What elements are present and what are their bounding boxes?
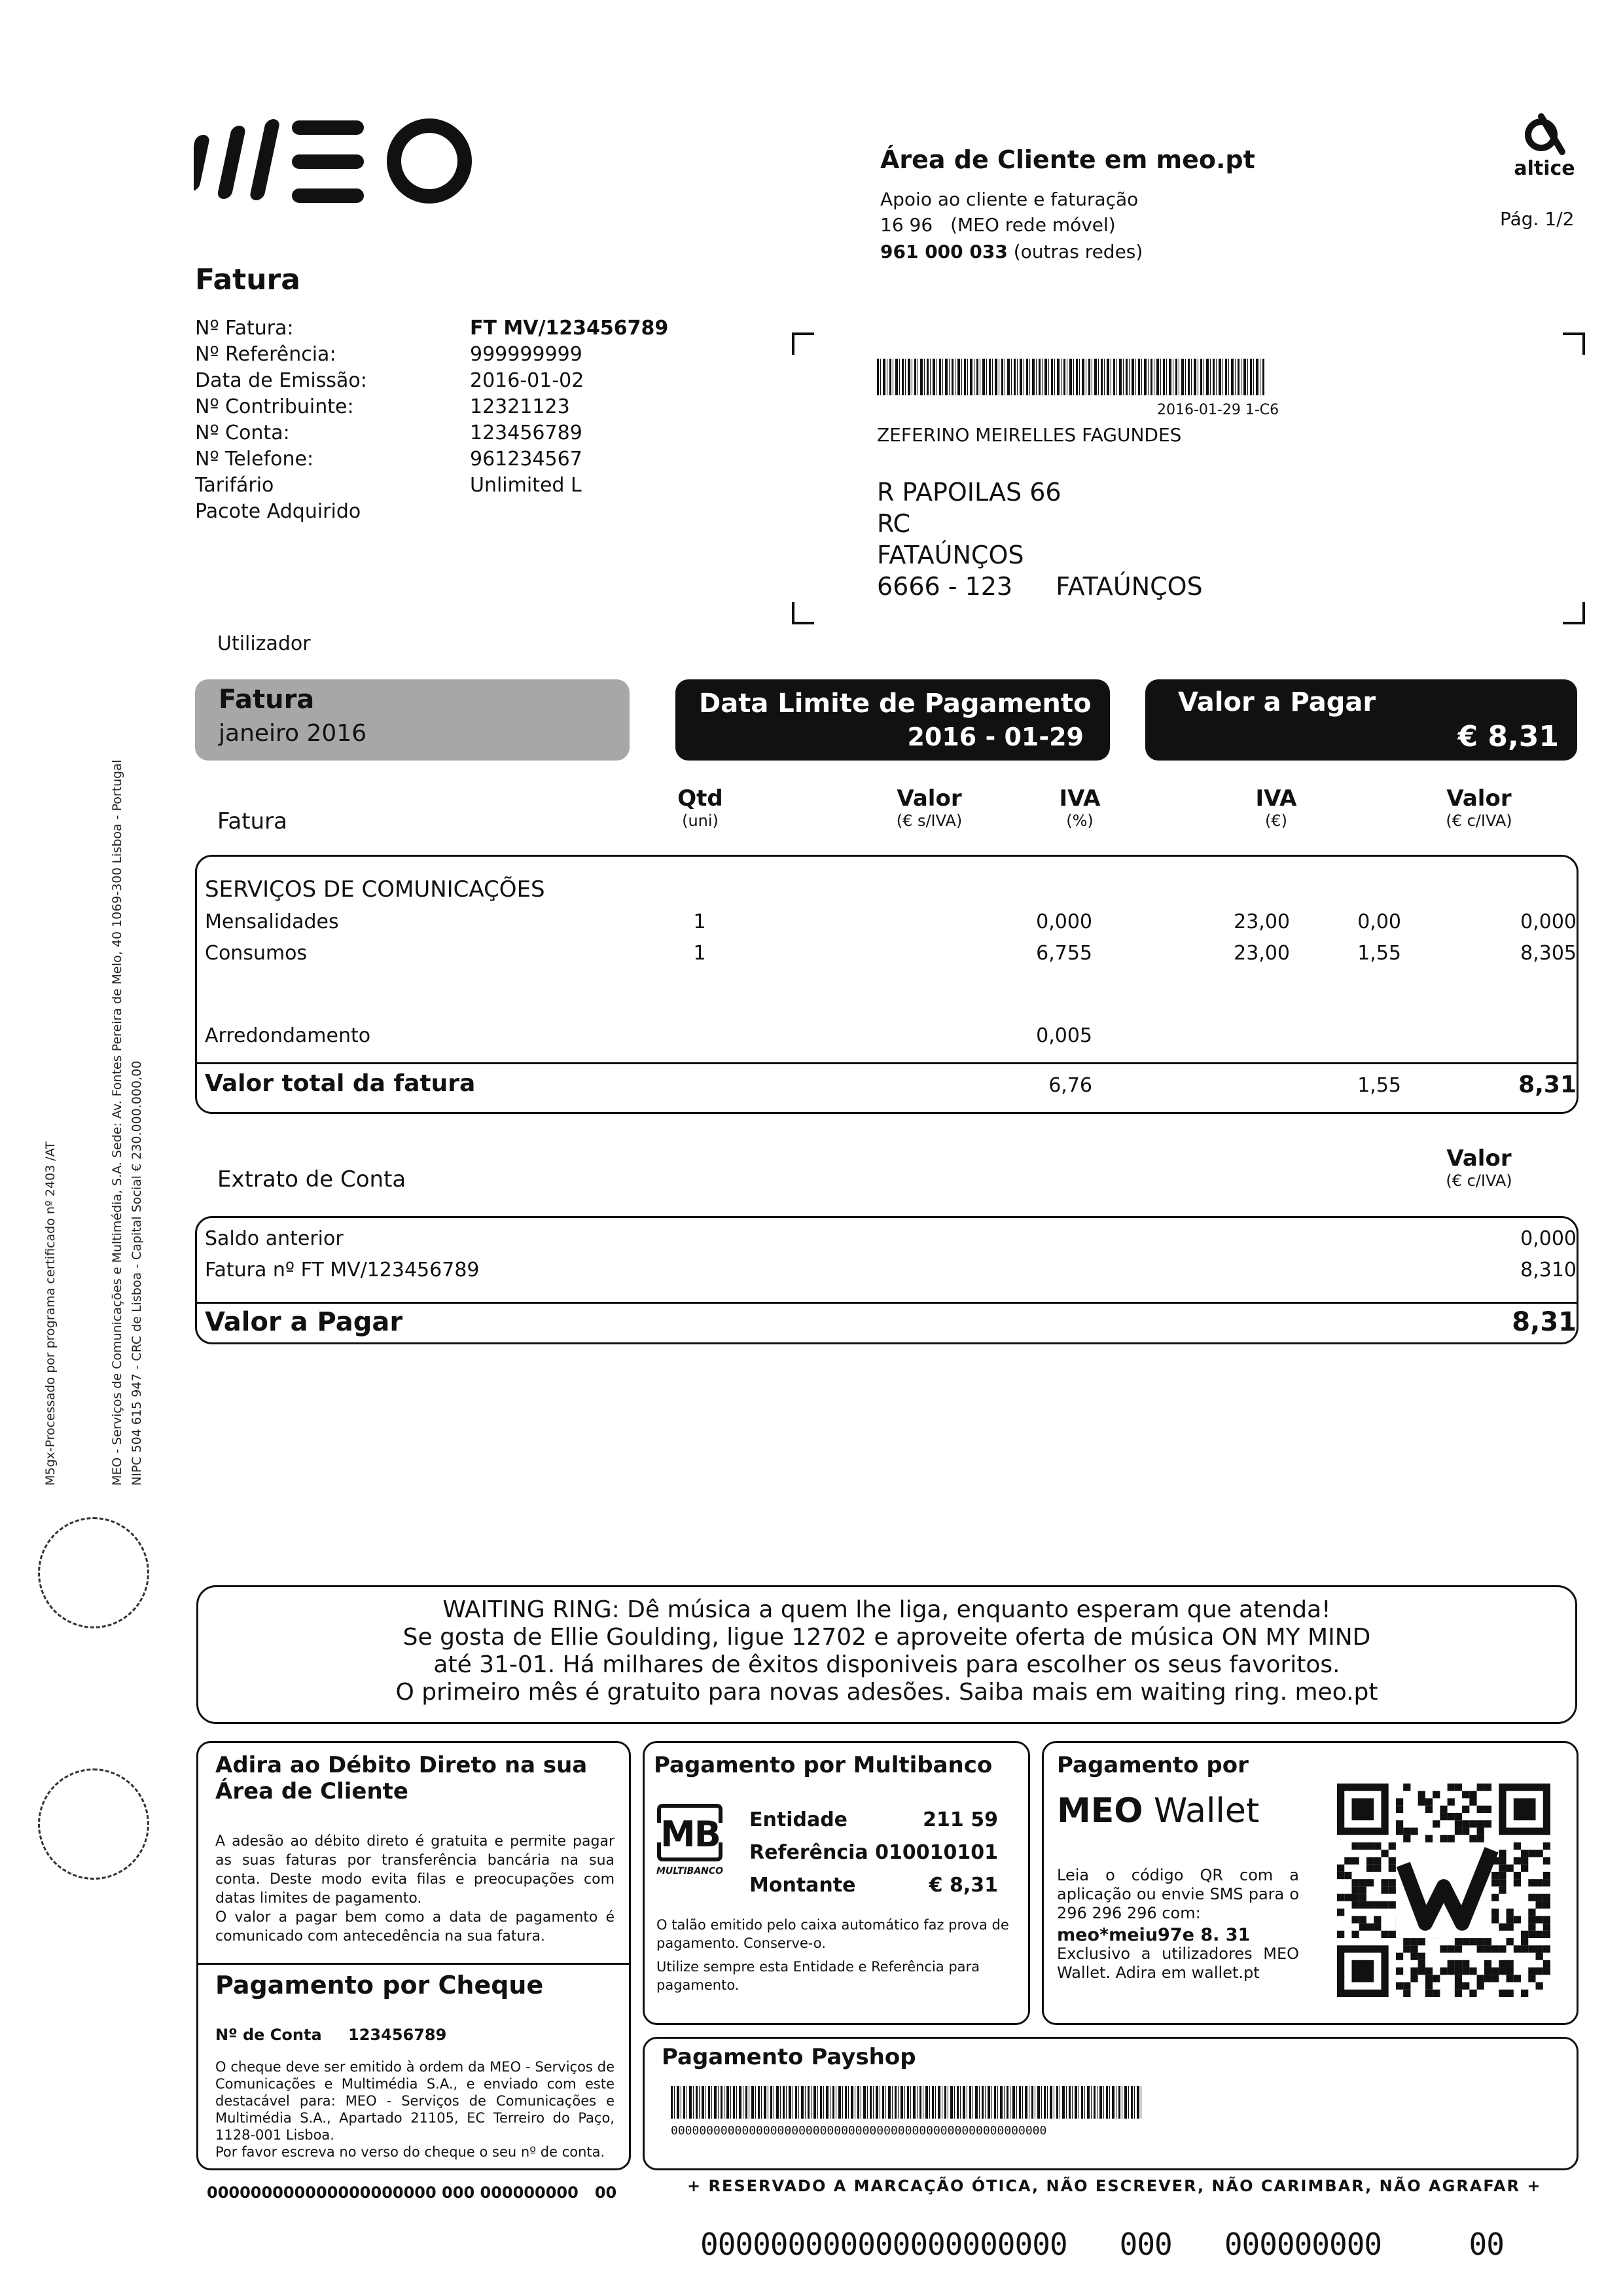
- wallet-text2: Exclusivo a utilizadores MEO Wallet. Adira em wallet.pt: [1057, 1945, 1299, 1982]
- col-qtd-title: Qtd: [677, 785, 723, 812]
- rounding-label: Arredondamento: [205, 1024, 371, 1047]
- promo-line4: O primeiro mês é gratuito para novas adesões. Saiba mais em waiting ring. meo.pt: [395, 1679, 1378, 1706]
- address-city: FATAÚNÇOS: [1056, 572, 1203, 601]
- punch-hole-top: [38, 1517, 149, 1628]
- statement-total-label: Valor a Pagar: [205, 1307, 403, 1337]
- table-section-label: Fatura: [217, 808, 287, 834]
- phone-other-note: (outras redes): [1013, 241, 1143, 262]
- period-label: Fatura: [219, 685, 315, 715]
- invoice-info-row: [195, 315, 719, 342]
- payshop-title: Pagamento Payshop: [662, 2044, 916, 2070]
- user-label: Utilizador: [217, 632, 311, 655]
- qr-icon: [1337, 1784, 1550, 1997]
- multibanco-title: Pagamento por Multibanco: [654, 1752, 993, 1778]
- invoice-info-label: Data de Emissão:: [195, 369, 367, 392]
- cheque-account-value: 123456789: [348, 2026, 447, 2044]
- altice-text: altice: [1514, 157, 1575, 180]
- invoice-table: [195, 855, 1578, 1114]
- col-valor-sub: (€ s/IVA): [896, 812, 963, 830]
- multibanco-logo-sub: MULTIBANCO: [656, 1866, 724, 1876]
- col-qtd-sub: (uni): [682, 812, 719, 830]
- statement-total-value: 8,31: [1512, 1307, 1577, 1337]
- cheque-text2: Por favor escreva no verso do cheque o seu nº de conta.: [215, 2144, 605, 2160]
- invoice-info-value: 961234567: [470, 448, 582, 471]
- wallet-text: [1057, 1866, 1299, 1982]
- punch-hole-bottom: [38, 1768, 149, 1880]
- cheque-title: Pagamento por Cheque: [215, 1971, 544, 2000]
- invoice-info-row: [195, 342, 719, 368]
- table-cell-iva-eur: 1,55: [1357, 942, 1401, 965]
- mb-notes: [656, 1916, 1020, 1994]
- col-valor-header: [864, 785, 995, 830]
- invoice-info-value: 2016-01-02: [470, 369, 584, 392]
- debit-title: Adira ao Débito Direto na sua Área de Cliente: [215, 1752, 588, 1804]
- table-cell-total: 0,000: [1520, 910, 1577, 933]
- multibanco-logo-text: MB: [660, 1814, 720, 1855]
- invoice-info-label: Nº Contribuinte:: [195, 395, 354, 418]
- due-date-pill: [675, 679, 1110, 761]
- debit-cheque-divider: [198, 1963, 629, 1965]
- invoice-info-value: 999999999: [470, 343, 582, 366]
- invoice-info-value: 123456789: [470, 422, 582, 444]
- rounding-value: 0,005: [1036, 1024, 1092, 1047]
- col-valor-title: Valor: [897, 785, 962, 812]
- amount-pill: [1145, 679, 1577, 761]
- total-valor: 6,76: [1048, 1074, 1092, 1097]
- col-ivapct-sub: (%): [1066, 812, 1094, 830]
- col-qtd-header: [648, 785, 753, 830]
- mb-entidade-label: Entidade: [749, 1808, 848, 1831]
- altice-icon: [1522, 111, 1567, 157]
- address-postal-line: [877, 571, 1203, 602]
- address-block: [877, 476, 1203, 602]
- table-cell-total: 8,305: [1520, 942, 1577, 965]
- support-phone-other: [880, 241, 1143, 262]
- due-date-value: 2016 - 01-29: [907, 723, 1084, 751]
- statement-title: Extrato de Conta: [217, 1166, 406, 1193]
- multibanco-box: [643, 1741, 1030, 2025]
- debit-text: [215, 1832, 615, 1946]
- col-total-header: [1414, 785, 1544, 830]
- col-total-sub: (€ c/IVA): [1446, 812, 1512, 830]
- wallet-text1: Leia o código QR com a aplicação ou envie SMS para o 296 296 296 com:: [1057, 1866, 1299, 1922]
- wallet-title: Pagamento por: [1057, 1752, 1249, 1778]
- mb-montante-value: € 8,31: [929, 1874, 998, 1897]
- total-label: Valor total da fatura: [205, 1070, 476, 1097]
- window-corner-tr: [1563, 332, 1585, 355]
- statement-row-label: Saldo anterior: [205, 1227, 344, 1250]
- wallet-box: [1042, 1741, 1578, 2025]
- invoice-info-row: [195, 394, 719, 420]
- window-corner-br: [1563, 602, 1585, 624]
- mb-entidade-value: 211 59: [923, 1808, 998, 1831]
- col-ivapct-title: IVA: [1059, 785, 1101, 812]
- invoice-title: Fatura: [195, 263, 300, 296]
- invoice-info-label: Pacote Adquirido: [195, 500, 361, 523]
- address-barcode: [877, 359, 1264, 395]
- table-cell-iva-pct: 23,00: [1234, 910, 1290, 933]
- invoice-info-row: [195, 473, 719, 499]
- mb-referencia-label: Referência: [749, 1841, 868, 1864]
- period-value: janeiro 2016: [219, 720, 367, 747]
- cheque-text: [215, 2058, 615, 2161]
- statement-row-value: 0,000: [1520, 1227, 1577, 1250]
- invoice-info-label: Nº Referência:: [195, 343, 336, 366]
- phone-other: 961 000 033: [880, 241, 1008, 262]
- window-corner-tl: [792, 332, 814, 355]
- page-number: Pág. 1/2: [1500, 208, 1575, 230]
- period-pill: [195, 679, 630, 761]
- table-cell-qtd: 1: [693, 942, 706, 965]
- table-cell-iva-pct: 23,00: [1234, 942, 1290, 965]
- promo-line2: Se gosta de Ellie Goulding, ligue 12702 e aproveite oferta de música ON MY MIND: [402, 1624, 1371, 1651]
- wallet-brand-light: Wallet: [1154, 1791, 1260, 1831]
- debit-text1: A adesão ao débito direto é gratuita e permite pagar as suas faturas por transferência bancária na sua conta. Deste modo evita filas e preocupações com datas limites de pagamento.: [215, 1833, 615, 1907]
- invoice-info-list: [195, 315, 719, 525]
- footer-big-code: 000000000000000000000 000 000000000 00: [700, 2227, 1504, 2262]
- wallet-sms: meo*meiu97e 8. 31: [1057, 1925, 1251, 1945]
- table-cell-valor: 0,000: [1036, 910, 1092, 933]
- table-cell-desc: Mensalidades: [205, 910, 339, 933]
- total-final: 8,31: [1518, 1071, 1577, 1098]
- invoice-info-label: Tarifário: [195, 474, 274, 497]
- due-date-label: Data Limite de Pagamento: [699, 689, 1092, 719]
- wallet-brand-bold: MEO: [1057, 1791, 1143, 1831]
- statement-divider: [197, 1302, 1577, 1304]
- table-cell-desc: Consumos: [205, 942, 308, 965]
- debit-cheque-box: [196, 1741, 631, 2170]
- payshop-code: 00000000000000000000000000000000000000000000000000000: [671, 2124, 1047, 2138]
- address-postal: 6666 - 123: [877, 572, 1013, 601]
- statement-col-header: [1414, 1145, 1544, 1190]
- side-nipc-note: NIPC 504 615 947 - CRC de Lisboa - Capital Social € 230.000.000,00: [130, 1060, 144, 1486]
- client-area-title: Área de Cliente em meo.pt: [880, 145, 1255, 174]
- side-company-note: MEO - Serviços de Comunicações e Multimédia, S.A. Sede: Av. Fontes Pereira de Melo, 40 1069-300 Lisboa - Portugal: [110, 759, 124, 1486]
- invoice-info-row: [195, 368, 719, 394]
- table-cell-iva-eur: 0,00: [1357, 910, 1401, 933]
- debit-text2: O valor a pagar bem como a data de pagamento é comunicado com antecedência na sua fatura.: [215, 1909, 615, 1945]
- mb-montante-label: Montante: [749, 1874, 856, 1897]
- cheque-account: [215, 2026, 446, 2044]
- col-ivaeur-title: IVA: [1255, 785, 1297, 812]
- address-barcode-code: 2016-01-29 1-C6: [1157, 402, 1279, 418]
- address-line1: R PAPOILAS 66: [877, 478, 1061, 507]
- invoice-info-row: [195, 446, 719, 473]
- meo-logo: [194, 115, 475, 207]
- statement-col-sub: (€ c/IVA): [1446, 1172, 1512, 1190]
- statement-row-value: 8,310: [1520, 1259, 1577, 1282]
- invoice-info-row: [195, 420, 719, 446]
- col-ivaeur-header: [1230, 785, 1322, 830]
- footer-notice: + RESERVADO A MARCAÇÃO ÓTICA, NÃO ESCREVER, NÃO CARIMBAR, NÃO AGRAFAR +: [687, 2177, 1542, 2195]
- invoice-info-label: Nº Telefone:: [195, 448, 314, 471]
- table-cell-qtd: 1: [693, 910, 706, 933]
- invoice-info-label: Nº Fatura:: [195, 317, 294, 340]
- address-name: ZEFERINO MEIRELLES FAGUNDES: [877, 424, 1182, 446]
- mb-note1: O talão emitido pelo caixa automático faz prova de pagamento. Conserve-o.: [656, 1917, 1009, 1951]
- cheque-text1: O cheque deve ser emitido à ordem da MEO - Serviços de Comunicações e Multimédia S.A., e enviado com este destacável para: MEO - Serviços de Comunicações e Multimédia S.A., Apartado 21105, EC Terreiro do Paço, 1128-001 Lisboa.: [215, 2059, 615, 2143]
- payshop-box: [643, 2037, 1578, 2170]
- col-total-title: Valor: [1446, 785, 1512, 812]
- col-ivaeur-sub: (€): [1265, 812, 1287, 830]
- promo-line1: WAITING RING: Dê música a quem lhe liga, enquanto esperam que atenda!: [442, 1596, 1331, 1623]
- phone-mobile: 16 96: [880, 214, 933, 236]
- promo-line3: até 31-01. Há milhares de êxitos disponiveis para escolher os seus favoritos.: [433, 1651, 1340, 1678]
- mb-note2: Utilize sempre esta Entidade e Referência para pagamento.: [656, 1959, 980, 1993]
- total-iva: 1,55: [1357, 1074, 1401, 1097]
- footer-left-code: 000000000000000000000 000 000000000 00: [207, 2183, 617, 2202]
- address-line2: RC: [877, 509, 911, 538]
- support-phone-mobile: [880, 214, 1116, 236]
- amount-label: Valor a Pagar: [1178, 687, 1376, 717]
- table-cell-valor: 6,755: [1036, 942, 1092, 965]
- payshop-barcode: [671, 2086, 1142, 2119]
- promo-box: [196, 1585, 1577, 1724]
- invoice-info-row: [195, 499, 719, 525]
- statement-row-label: Fatura nº FT MV/123456789: [205, 1259, 480, 1282]
- invoice-info-value: FT MV/123456789: [470, 317, 669, 340]
- total-divider: [197, 1062, 1577, 1064]
- amount-value: € 8,31: [1457, 720, 1559, 753]
- statement-table: [195, 1216, 1578, 1344]
- wallet-brand: [1057, 1791, 1259, 1831]
- side-processing-note: M5gx-Processado por programa certificado nº 2403 /AT: [43, 1141, 58, 1486]
- address-line3: FATAÚNÇOS: [877, 541, 1024, 569]
- invoice-info-value: 12321123: [470, 395, 570, 418]
- cheque-account-label: Nº de Conta: [215, 2026, 322, 2044]
- statement-col-title: Valor: [1446, 1145, 1512, 1172]
- col-ivapct-header: [1034, 785, 1126, 830]
- altice-logo: [1505, 111, 1584, 190]
- mb-referencia-value: 010010101: [875, 1841, 998, 1864]
- window-corner-bl: [792, 602, 814, 624]
- multibanco-logo: [654, 1803, 726, 1882]
- service-group-title: SERVIÇOS DE COMUNICAÇÕES: [205, 876, 545, 903]
- wallet-qr-code: [1337, 1784, 1550, 1997]
- invoice-info-label: Nº Conta:: [195, 422, 290, 444]
- promo-text: [198, 1596, 1575, 1706]
- support-label: Apoio ao cliente e faturação: [880, 188, 1139, 210]
- phone-mobile-note: (MEO rede móvel): [950, 214, 1116, 236]
- invoice-info-value: Unlimited L: [470, 474, 582, 497]
